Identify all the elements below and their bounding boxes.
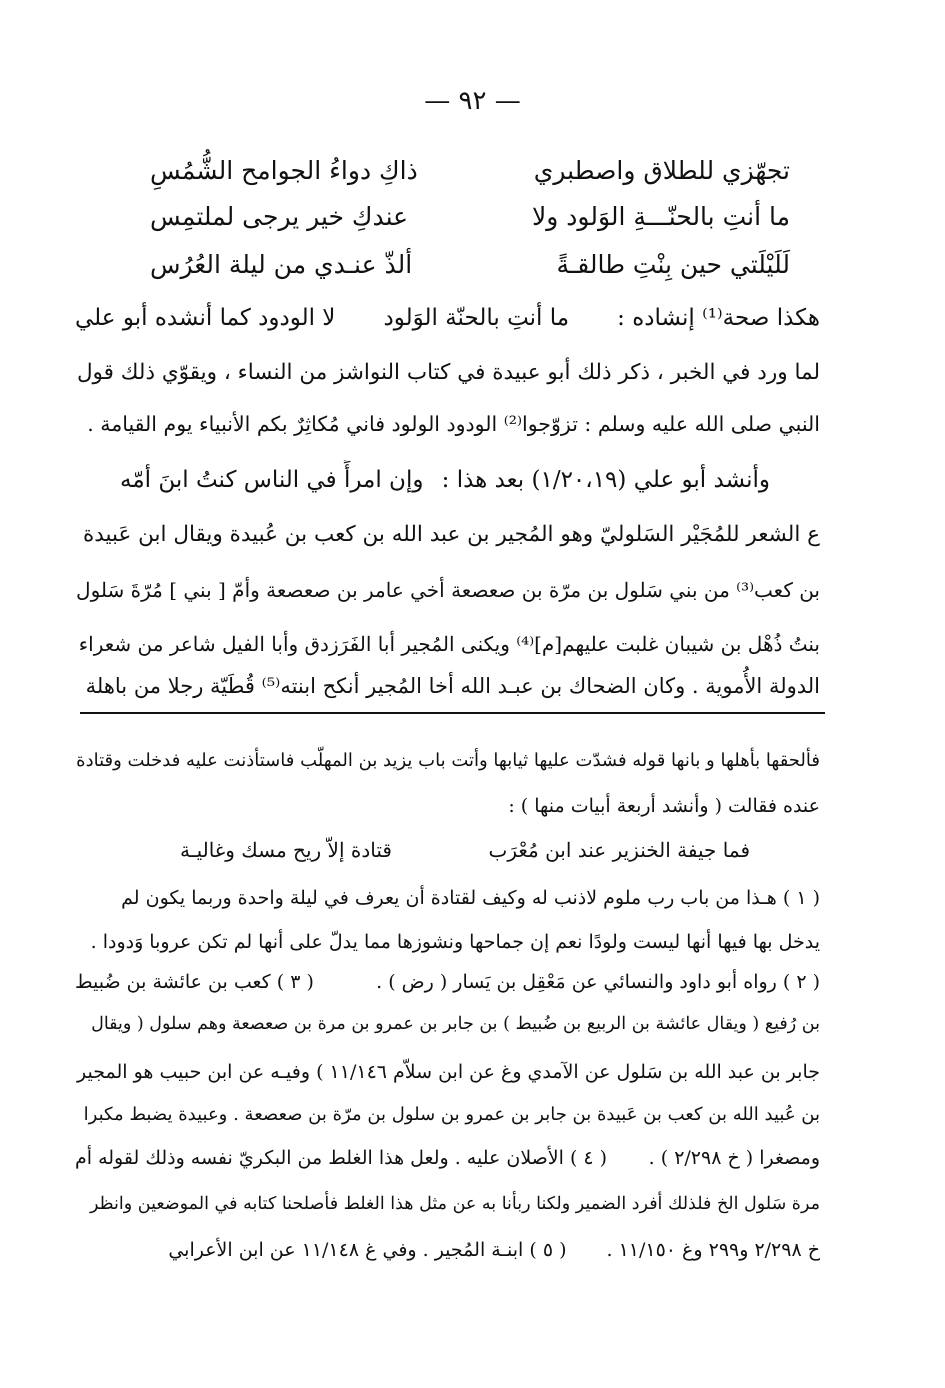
line-text: ع الشعر للمُجَيْر السَلوليّ وهو المُجير بن عبد الله بن كعب بن عُبيدة ويقال ابن عَبيدة [82, 521, 820, 547]
body-line-1 [75, 298, 820, 338]
verse-second-hemistich: ذاكِ دواءُ الجوامح الشُّمُسِ [150, 155, 418, 185]
verse-first-hemistich: ما أنتِ بالحنّـــةِ الوَلود ولا [532, 201, 790, 231]
body-line-4 [120, 460, 770, 500]
poem-verse-1 [150, 150, 790, 190]
footnote-2: ( ٢ ) رواه أبو داود والنسائي عن مَعْقِل بن يَسار ( رض ) . [376, 971, 820, 993]
footnote-line-1 [75, 742, 820, 778]
footnote-3-end: ومصغرا ( خ ٢/٢٩٨ ) . [648, 1147, 820, 1169]
quoted-hemistich: ما أنتِ بالحنّة الوَلود [383, 305, 570, 331]
line-text: جابر بن عبد الله بن سَلول عن الآمدي وغ عن ابن سلاّم ١١/١٤٦ ) وفيـه عن ابن حبيب هو المجير [77, 1061, 820, 1083]
footnote-1-line-2 [75, 924, 820, 960]
body-line-3 [75, 404, 820, 444]
body-line-6 [75, 570, 820, 610]
body-line-5 [75, 514, 820, 554]
line-text: بن كعب⁽³⁾ من بني سَلول بن مرّة بن صعصعة أخي عامر بن صعصعة وأمّ [ بني ] مُرّةَ سَلول [76, 578, 820, 602]
footnote-4-line-2 [75, 1186, 820, 1222]
footnote-3-line-4 [75, 1096, 820, 1132]
footnote-3: ( ٣ ) كعب بن عائشة بن ضُبيط [75, 971, 314, 993]
footnote-line-2 [75, 788, 820, 824]
page-number: — ٩٢ — [424, 86, 521, 116]
footnote-2-3-line [75, 964, 820, 1000]
verse-second-hemistich: عندكِ خير يرجى لملتمِس [150, 201, 409, 231]
verse-second-hemistich: قتادة إلاّ ريح مسك وغاليـة [180, 838, 392, 862]
footnote-1-line-1 [75, 880, 820, 916]
body-line-2 [75, 352, 820, 392]
line-segment: هكذا صحة⁽¹⁾ إنشاده : [617, 305, 820, 331]
footnote-3-line-2 [75, 1006, 820, 1042]
line-text: النبي صلى الله عليه وسلم : تزوّجوا⁽²⁾ الودود الولود فاني مُكاثِرٌ بكم الأنبياء يوم القيامة . [87, 412, 820, 436]
line-text: بنتُ ذُهْل بن شيبان غلبت عليهم[م]⁽⁴⁾ ويكنى المُجير أبا الفَرَزدق وأبا الفيل شاعر من شعراء [78, 632, 820, 656]
quoted-hemistich: وإن امرأً في الناس كنتُ ابنَ أمّه [120, 467, 424, 493]
footnote-3-line-3 [75, 1054, 820, 1090]
line-segment: وأنشد أبو علي (١/٢٠،١٩) بعد هذا : [441, 467, 770, 493]
footnote-4: ( ٤ ) الأصلان عليه . ولعل هذا الغلط من البكريّ نفسه وذلك لقوله أم [75, 1147, 608, 1169]
verse-first-hemistich: فما جيفة الخنزير عند ابن مُعْرَب [488, 838, 750, 862]
line-segment: لا الودود كما أنشده أبو علي [75, 305, 336, 331]
poem-verse-3 [150, 244, 790, 284]
line-text: مرة سَلول الخ فلذلك أفرد الضمير ولكنا ربأنا به عن مثل هذا الغلط فأصلحنا كتابه في الموضعين وانظر [89, 1194, 820, 1214]
poem-verse-2 [150, 196, 790, 236]
line-text: فألحقها بأهلها و بانها قوله فشدّت عليها ثيابها وأتت باب يزيد بن المهلّب فاستأذنت عليه فدخلت وقتادة [76, 749, 820, 771]
body-line-8 [75, 666, 820, 706]
line-text: لما ورد في الخبر ، ذكر ذلك أبو عبيدة في كتاب النواشز من النساء ، ويقوّي ذلك قول [76, 359, 820, 385]
footnote-4-end: خ ٢/٢٩٨ و٢٩٩ وغ ١١/١٥٠ . [606, 1239, 820, 1261]
footnote-verse [180, 830, 750, 870]
footnote-5: ( ٥ ) ابنـة المُجير . وفي غ ١١/١٤٨ عن ابن الأعرابي [168, 1239, 567, 1261]
footnote-3-4-line [75, 1140, 820, 1176]
verse-first-hemistich: تجهّزي للطلاق واصطبري [533, 155, 790, 185]
line-text: بن رُفيع ( ويقال عائشة بن الربيع بن ضُبيط ) بن جابر بن عمرو بن مرة بن صعصعة وهم سلول ( ويقال [91, 1014, 820, 1034]
verse-second-hemistich: ألذّ عنـدي من ليلة العُرُس [150, 249, 413, 279]
body-line-7 [75, 624, 820, 664]
footnote-4-5-line [75, 1232, 820, 1268]
line-text: بن عُبيد الله بن كعب بن عَبيدة بن جابر بن عمرو بن سلول بن مرّة بن صعصعة . وعبيدة يضبط مكبرا [83, 1103, 820, 1125]
verse-first-hemistich: لَلَيْلَتي حين بِنْتِ طالقـةً [556, 249, 790, 279]
line-text: يدخل بها فيها أنها ليست ولودًا نعم إن جماحها ونشوزها مما يدلّ على أنها لم تكن عروبا وَدودا . [90, 931, 820, 953]
line-text: الدولة الأُموية . وكان الضحاك بن عبـد الله أخا المُجير أنكح ابنته⁽⁵⁾ قُطَيّة رجلا من باهلة [85, 674, 820, 698]
line-text: ( ١ ) هـذا من باب رب ملوم لاذنب له وكيف لقتادة أن يعرف في ليلة واحدة وربما يكون لم [121, 887, 820, 909]
footnote-divider [80, 712, 825, 714]
line-text: عنده فقالت ( وأنشد أربعة أبيات منها ) : [508, 795, 820, 817]
